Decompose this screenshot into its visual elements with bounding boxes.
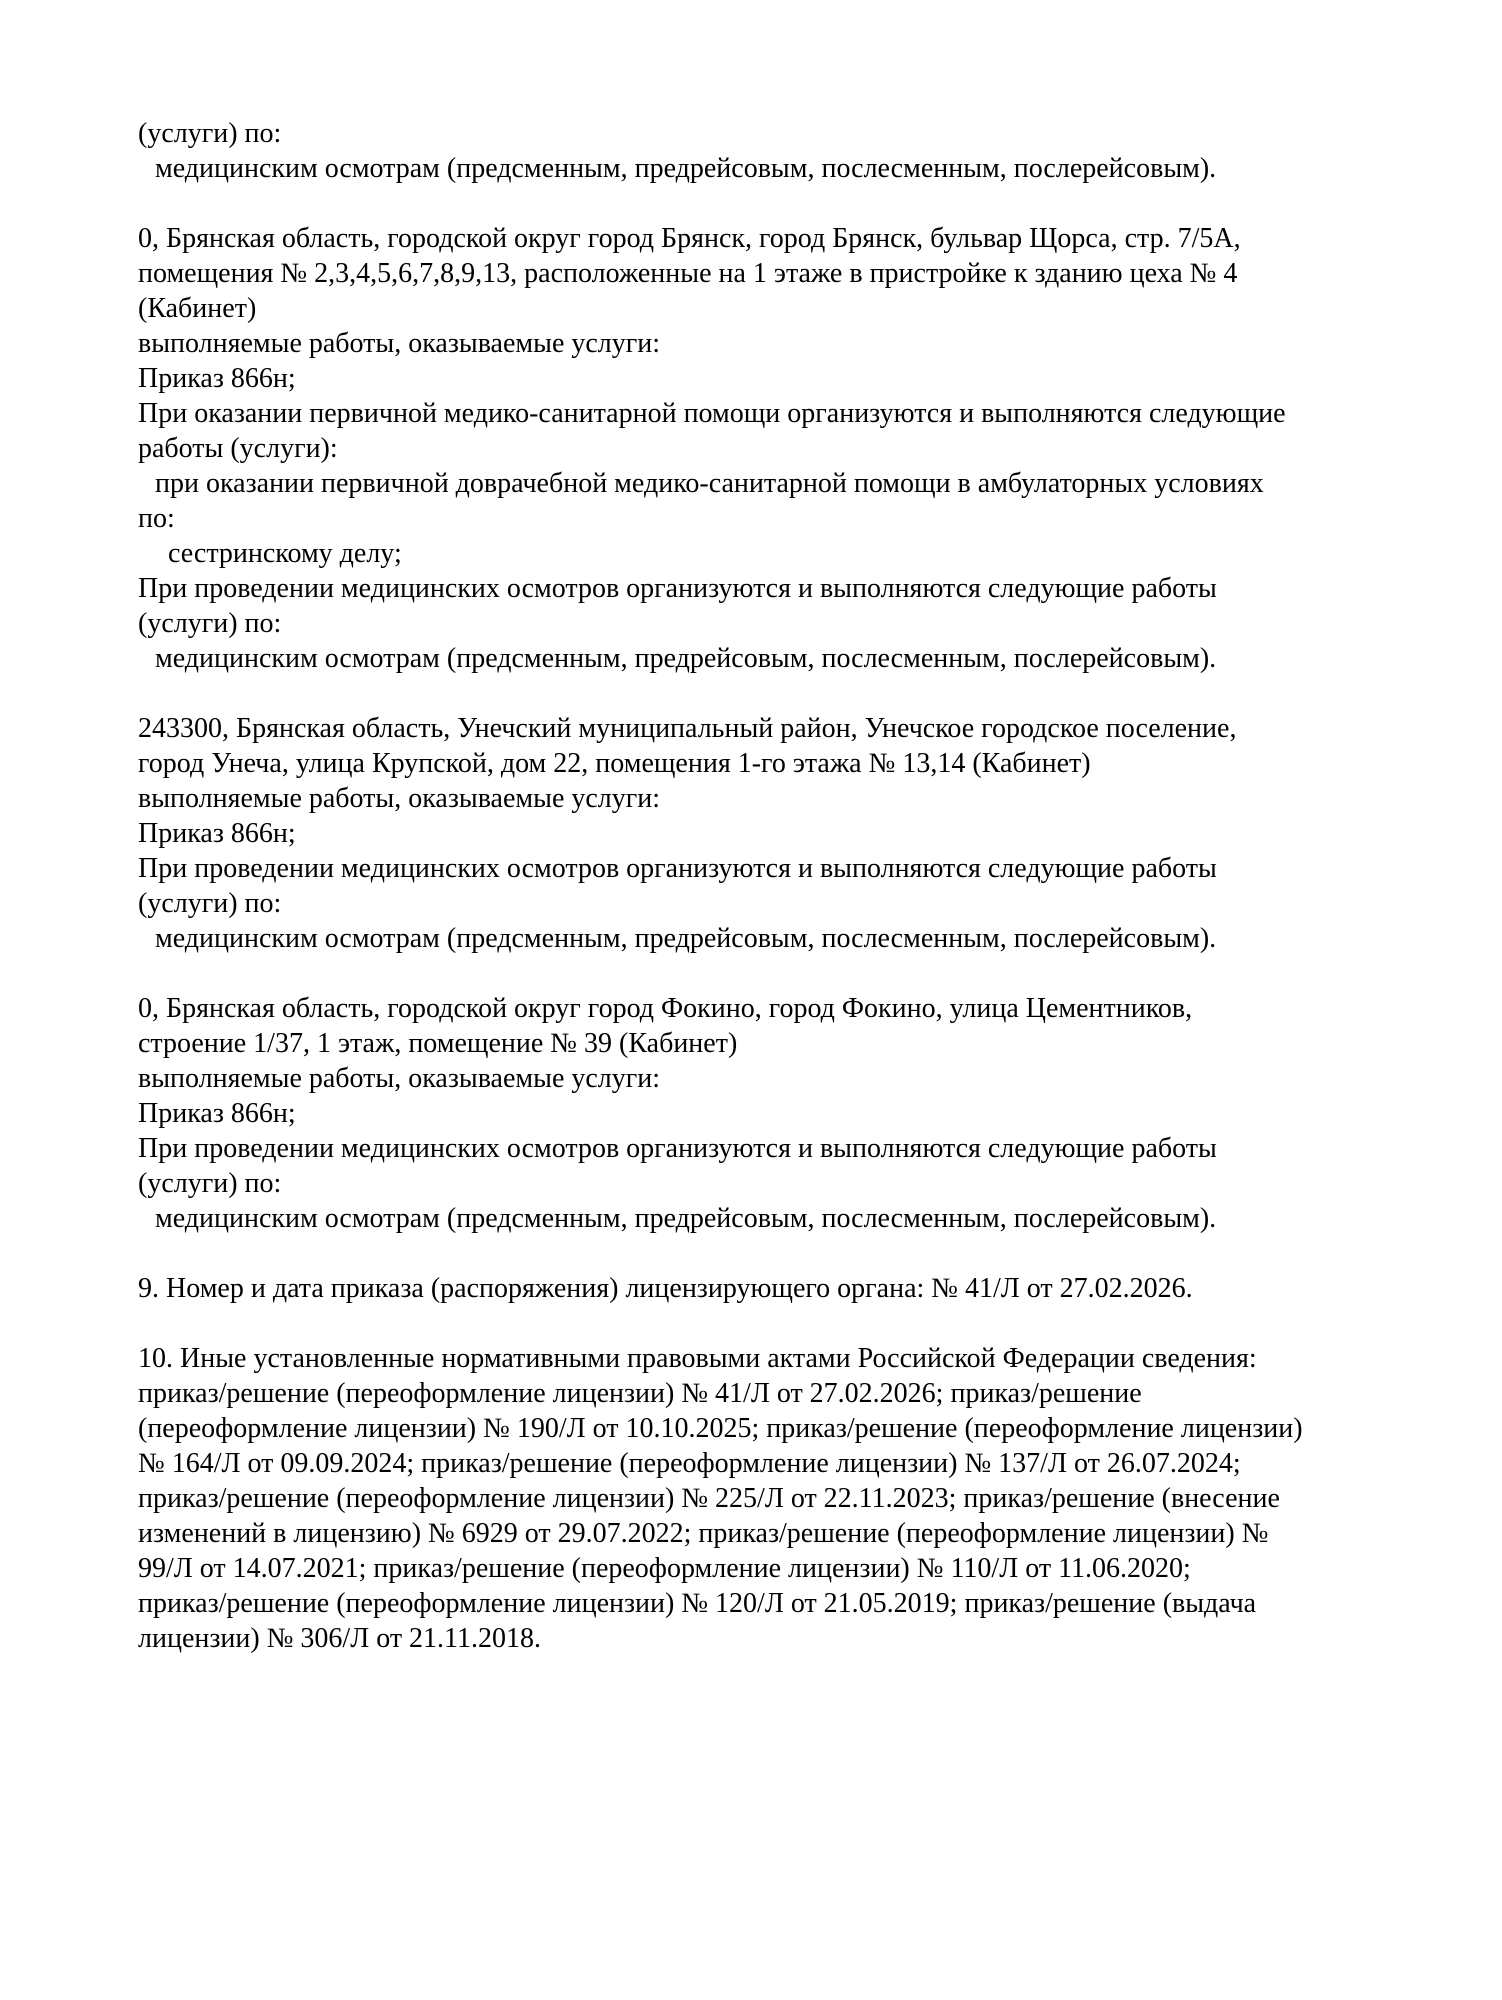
doc-line: № 164/Л от 09.09.2024; приказ/решение (переоформление лицензии) № 137/Л от 26.07.2024; [138, 1448, 1241, 1479]
doc-line: 0, Брянская область, городской округ город Брянск, город Брянск, бульвар Щорса, стр. 7/5А, [138, 223, 1241, 254]
doc-line: работы (услуги): [138, 433, 338, 464]
doc-line: выполняемые работы, оказываемые услуги: [138, 328, 661, 359]
paragraph [138, 116, 1398, 186]
paragraph [138, 1271, 1398, 1306]
doc-line: 243300, Брянская область, Унечский муниципальный район, Унечское городское поселение, [138, 713, 1237, 744]
doc-line: При оказании первичной медико-санитарной помощи организуются и выполняются следующие [138, 398, 1286, 429]
doc-line: приказ/решение (переоформление лицензии) № 225/Л от 22.11.2023; приказ/решение (внесение [138, 1483, 1280, 1514]
document-content [138, 116, 1398, 1656]
doc-line: (услуги) по: [138, 1168, 282, 1199]
doc-line: медицинским осмотрам (предсменным, предрейсовым, послесменным, послерейсовым). [155, 1203, 1217, 1234]
doc-line: строение 1/37, 1 этаж, помещение № 39 (Кабинет) [138, 1028, 738, 1059]
doc-line: медицинским осмотрам (предсменным, предрейсовым, послесменным, послерейсовым). [155, 643, 1217, 674]
doc-line: При проведении медицинских осмотров организуются и выполняются следующие работы [138, 853, 1217, 884]
doc-line: 9. Номер и дата приказа (распоряжения) лицензирующего органа: № 41/Л от 27.02.2026. [138, 1273, 1193, 1304]
doc-line: по: [138, 503, 175, 534]
doc-line: При проведении медицинских осмотров организуются и выполняются следующие работы [138, 1133, 1217, 1164]
doc-line: (переоформление лицензии) № 190/Л от 10.10.2025; приказ/решение (переоформление лицензии) [138, 1413, 1303, 1444]
doc-line: (услуги) по: [138, 118, 282, 149]
doc-line: Приказ 866н; [138, 1098, 296, 1129]
doc-line: город Унеча, улица Крупской, дом 22, помещения 1-го этажа № 13,14 (Кабинет) [138, 748, 1091, 779]
doc-line: медицинским осмотрам (предсменным, предрейсовым, послесменным, послерейсовым). [155, 153, 1217, 184]
doc-line: (Кабинет) [138, 293, 257, 324]
paragraph [138, 221, 1398, 676]
doc-line: 10. Иные установленные нормативными правовыми актами Российской Федерации сведения: [138, 1343, 1257, 1374]
doc-line: выполняемые работы, оказываемые услуги: [138, 783, 661, 814]
doc-line: (услуги) по: [138, 608, 282, 639]
doc-line: (услуги) по: [138, 888, 282, 919]
doc-line: лицензии) № 306/Л от 21.11.2018. [138, 1623, 542, 1654]
doc-line: При проведении медицинских осмотров организуются и выполняются следующие работы [138, 573, 1217, 604]
doc-line: приказ/решение (переоформление лицензии) № 41/Л от 27.02.2026; приказ/решение [138, 1378, 1142, 1409]
doc-line: помещения № 2,3,4,5,6,7,8,9,13, расположенные на 1 этаже в пристройке к зданию цеха № 4 [138, 258, 1238, 289]
paragraph [138, 991, 1398, 1236]
doc-line: при оказании первичной доврачебной медико-санитарной помощи в амбулаторных условиях [155, 468, 1264, 499]
doc-line: выполняемые работы, оказываемые услуги: [138, 1063, 661, 1094]
doc-line: изменений в лицензию) № 6929 от 29.07.2022; приказ/решение (переоформление лицензии) № [138, 1518, 1269, 1549]
doc-line: медицинским осмотрам (предсменным, предрейсовым, послесменным, послерейсовым). [155, 923, 1217, 954]
doc-line: 99/Л от 14.07.2021; приказ/решение (переоформление лицензии) № 110/Л от 11.06.2020; [138, 1553, 1191, 1584]
paragraph [138, 1341, 1398, 1656]
doc-line: сестринскому делу; [168, 538, 402, 569]
paragraph [138, 711, 1398, 956]
doc-line: Приказ 866н; [138, 818, 296, 849]
doc-line: приказ/решение (переоформление лицензии) № 120/Л от 21.05.2019; приказ/решение (выдача [138, 1588, 1257, 1619]
doc-line: Приказ 866н; [138, 363, 296, 394]
doc-line: 0, Брянская область, городской округ город Фокино, город Фокино, улица Цементников, [138, 993, 1193, 1024]
